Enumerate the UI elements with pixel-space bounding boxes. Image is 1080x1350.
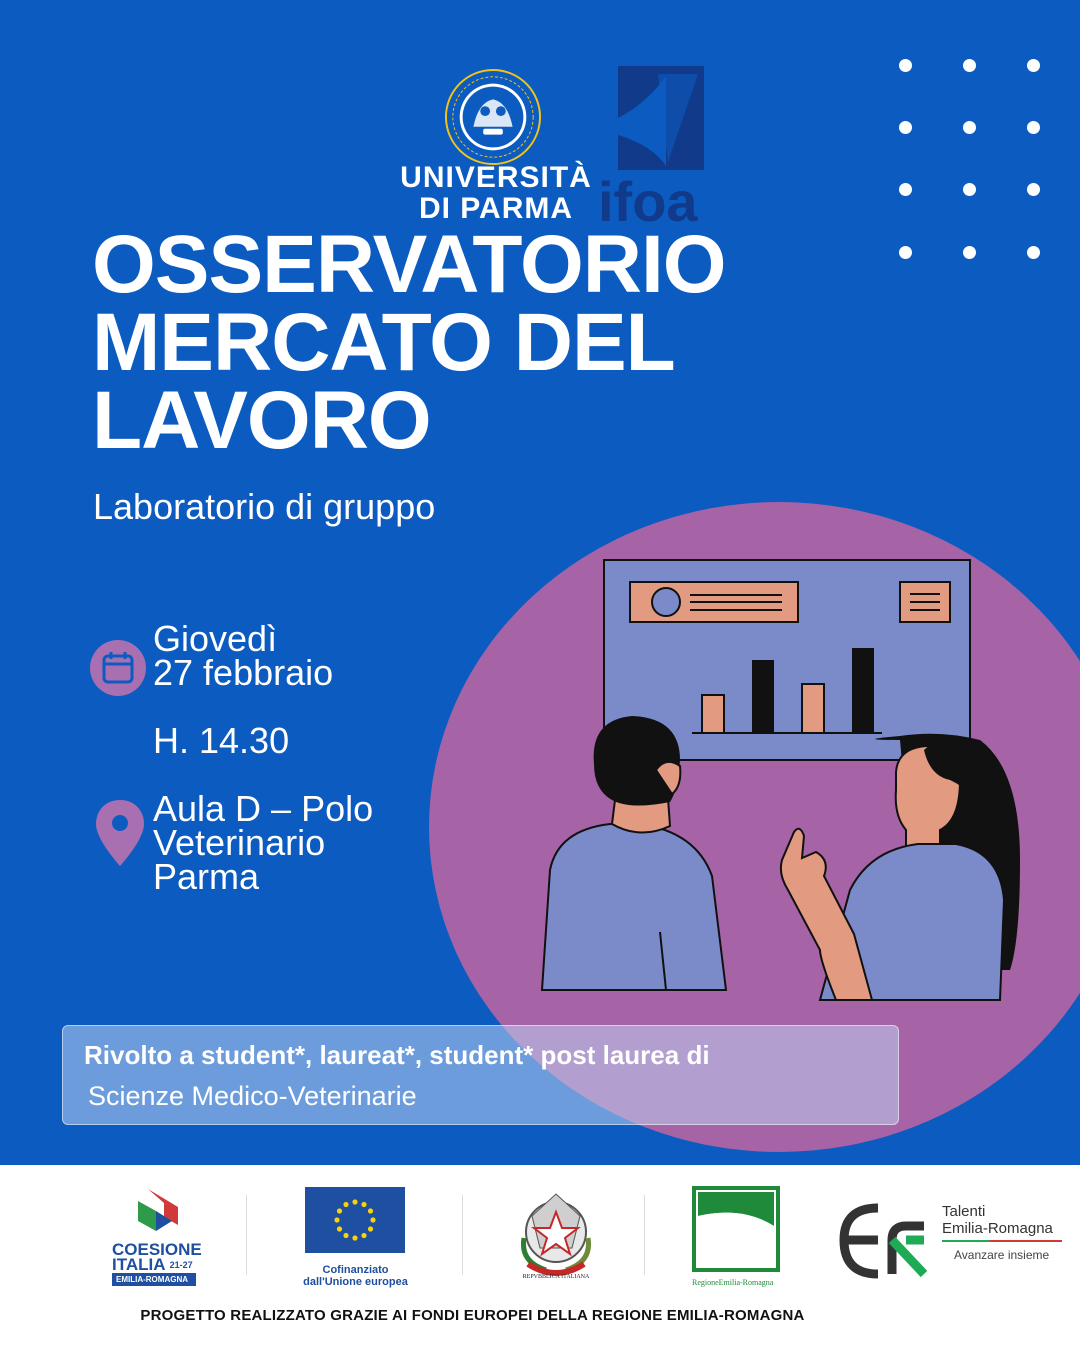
university-seal-logo	[444, 68, 542, 166]
footer-note: PROGETTO REALIZZATO GRAZIE AI FONDI EUROPEI DELLA REGIONE EMILIA-ROMAGNA	[140, 1307, 805, 1324]
dot	[963, 121, 976, 134]
dot	[899, 183, 912, 196]
repubblica-italiana-emblem	[510, 1186, 602, 1282]
talenti-underline	[942, 1240, 1062, 1242]
dot	[899, 246, 912, 259]
regione-emilia-romagna-logo	[692, 1186, 784, 1290]
dot	[1027, 246, 1040, 259]
eu-line1: Cofinanziato	[322, 1264, 389, 1276]
repubblica-text: REPVBBLICA ITALIANA	[522, 1274, 590, 1280]
coesione-region: EMILIA-ROMAGNA	[112, 1273, 196, 1286]
subtitle: Laboratorio di gruppo	[93, 486, 436, 527]
title-line3: LAVORO	[92, 375, 431, 466]
dot	[1027, 183, 1040, 196]
divider	[644, 1195, 645, 1275]
illustration-people-dashboard	[520, 540, 1040, 1040]
event-date	[153, 618, 334, 693]
dot	[1027, 121, 1040, 134]
event-day: Giovedì	[153, 618, 278, 659]
event-location	[153, 788, 374, 897]
dot	[1027, 59, 1040, 72]
talenti-emilia-romagna-logo	[836, 1200, 1068, 1286]
dot	[963, 246, 976, 259]
divider	[462, 1195, 463, 1275]
map-pin-icon	[94, 798, 146, 868]
dot	[899, 59, 912, 72]
university-line1: UNIVERSITÀ	[400, 161, 592, 194]
location-line1: Aula D – Polo	[153, 788, 374, 829]
dot	[963, 59, 976, 72]
regione-mark-icon	[692, 1186, 780, 1272]
coesione-years: 21-27	[169, 1260, 193, 1270]
university-name	[398, 162, 594, 224]
ifoa-text: ifoa	[598, 170, 698, 224]
ifoa-logo	[588, 66, 708, 224]
regione-text: RegioneEmilia-Romagna	[692, 1278, 774, 1287]
eu-cofinanced-logo	[298, 1187, 413, 1292]
dot	[899, 121, 912, 134]
dot	[963, 183, 976, 196]
talenti-tagline: Avanzare insieme	[954, 1248, 1050, 1262]
event-time: H. 14.30	[153, 720, 290, 761]
coesione-italia-logo	[108, 1185, 208, 1290]
coesione-mark-icon	[108, 1185, 208, 1237]
eu-flag-icon	[305, 1187, 405, 1253]
location-line2: Veterinario	[153, 822, 326, 863]
title-line2: MERCATO DEL	[92, 297, 675, 388]
university-line2: DI PARMA	[418, 192, 574, 225]
eu-line2: dall'Unione europea	[303, 1276, 408, 1288]
talenti-line1: Talenti	[942, 1203, 986, 1220]
talenti-er-mark-icon	[836, 1200, 930, 1282]
title-line1: OSSERVATORIO	[92, 219, 726, 310]
coesione-line2: ITALIA	[112, 1255, 165, 1274]
audience-line1: Rivolto a student*, laureat*, student* post laurea di	[84, 1040, 710, 1070]
location-line3: Parma	[153, 856, 260, 897]
page-title	[92, 219, 726, 466]
audience-line2: Scienze Medico-Veterinarie	[88, 1081, 417, 1111]
talenti-line2: Emilia-Romagna	[942, 1220, 1053, 1237]
calendar-icon	[90, 640, 146, 696]
decorative-dot-grid	[890, 50, 1060, 270]
divider	[246, 1195, 247, 1275]
event-date-text: 27 febbraio	[153, 652, 334, 693]
coesione-line1: COESIONE	[112, 1240, 202, 1259]
